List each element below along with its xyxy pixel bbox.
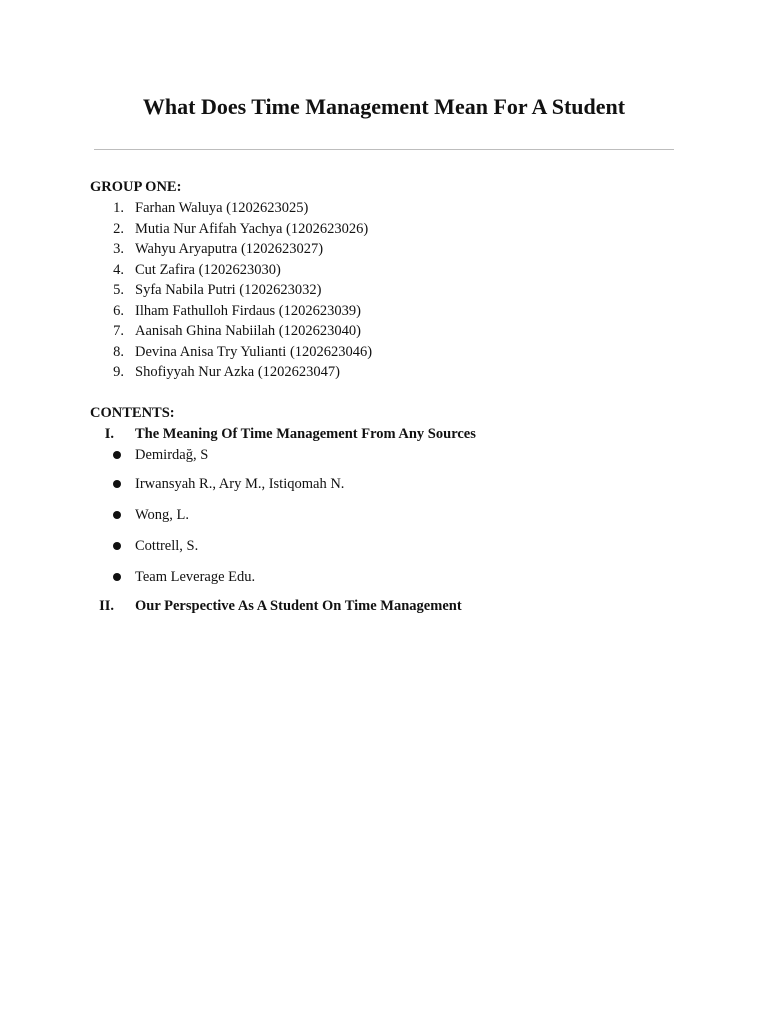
list-number: 2. [113,220,124,237]
list-number: 6. [113,302,124,319]
list-number: 1. [113,200,124,216]
bullet-icon [113,573,121,581]
list-number: 4. [113,261,124,278]
member-name: Devina Anisa Try Yulianti (1202623046) [135,343,373,360]
list-number: 9. [113,364,124,380]
list-number: 7. [113,323,124,339]
member-name: Farhan Waluya (1202623025) [135,200,309,216]
bullet-icon [113,480,121,488]
section-numeral: I. [104,426,114,442]
source-text: Team Leverage Edu. [135,569,256,585]
member-name: Wahyu Aryaputra (1202623027) [135,241,324,257]
source-text: Cottrell, S. [135,538,199,554]
member-name: Ilham Fathulloh Firdaus (1202623039) [135,302,361,319]
title-divider [94,149,674,150]
source-text: Demirdağ, S [135,447,209,463]
member-name: Cut Zafira (1202623030) [135,261,281,278]
list-number: 8. [113,343,124,360]
member-name: Aanisah Ghina Nabiilah (1202623040) [135,323,361,339]
document-title: What Does Time Management Mean For A Student [142,94,626,119]
source-text: Wong, L. [135,507,190,523]
section-numeral: II. [99,598,114,614]
list-number: 3. [113,241,124,257]
group-heading: GROUP ONE: [90,179,182,195]
source-text: Irwansyah R., Ary M., Istiqomah N. [135,476,345,492]
list-number: 5. [113,282,124,298]
bullet-icon [113,542,121,550]
member-name: Mutia Nur Afifah Yachya (1202623026) [135,220,369,237]
member-name: Shofiyyah Nur Azka (1202623047) [135,364,340,380]
bullet-icon [113,451,121,459]
section-title: The Meaning Of Time Management From Any Sources [135,426,476,442]
contents-heading: CONTENTS: [90,405,175,421]
member-name: Syfa Nabila Putri (1202623032) [135,282,322,298]
bullet-icon [113,511,121,519]
section-title: Our Perspective As A Student On Time Management [135,598,462,614]
